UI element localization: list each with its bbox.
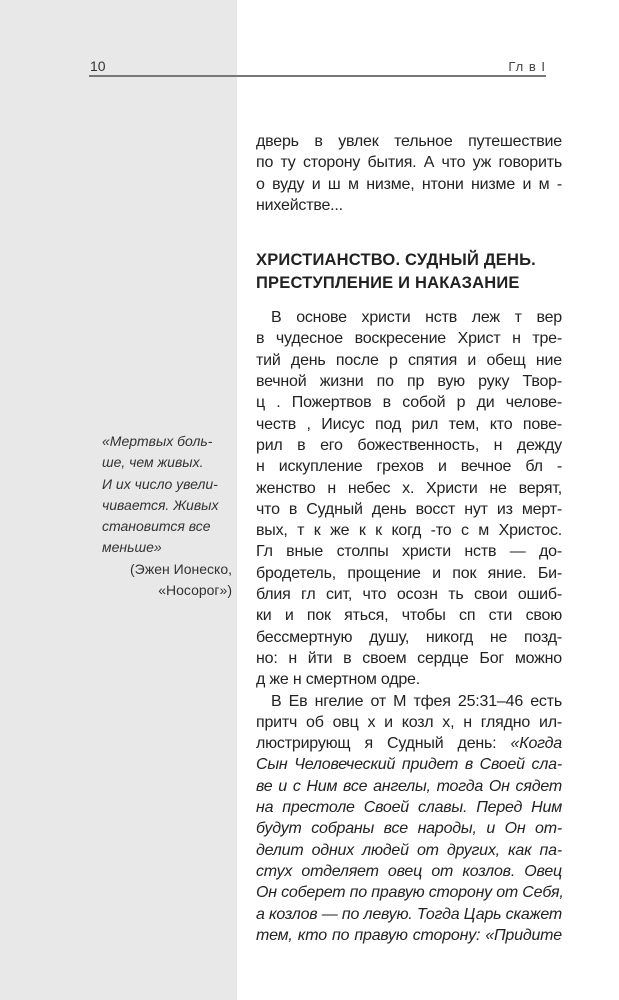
- quote-line: «Мертвых боль-: [102, 433, 213, 449]
- text-line: В основе христи нств леж т вер: [271, 309, 562, 327]
- text-line: вечной жизни по пр вую руку Твор-: [256, 373, 562, 391]
- quote-line: меньше»: [102, 539, 162, 556]
- text-line: нихействе...: [256, 196, 343, 214]
- section-heading: [256, 249, 562, 295]
- text-line: Гл вные столпы христи нств — до-: [256, 543, 562, 561]
- text-span: притч об овц х и козл х, н глядно ил-: [256, 713, 562, 731]
- text-span: люстрирующ я Судный день:: [256, 735, 511, 753]
- quote-line: становится все: [102, 518, 211, 535]
- text-line: бродетель, прощение и пок яние. Би-: [256, 564, 562, 582]
- paragraph-gospel: [256, 691, 562, 947]
- text-line: [256, 712, 562, 733]
- text-line: женство н небес х. Христи не верят,: [256, 479, 562, 497]
- text-line: что в Судный день восст нут из мерт-: [256, 500, 562, 518]
- text-line: ки и пок яться, чтобы сп сти свою: [256, 607, 562, 625]
- text-line: д же н смертном одре.: [256, 671, 420, 689]
- quote-author: (Эжен Ионеско,: [130, 560, 232, 577]
- text-line: [256, 733, 562, 754]
- quote-line: будут собраны все народы, и Он от-: [256, 820, 562, 838]
- quote-line: Он соберет по правую сторону от Себя,: [256, 884, 564, 902]
- text-line: в чудесное воскресение Христ н тре-: [256, 330, 562, 348]
- text-line: бессмертную душу, никогд не позд-: [256, 628, 562, 646]
- main-text: [256, 131, 562, 946]
- text-line: [256, 691, 562, 712]
- text-line: вых, т к же к к когд -то с м Христос.: [256, 522, 562, 540]
- text-line: ПРЕСТУПЛЕНИЕ И НАКАЗАНИЕ: [256, 274, 520, 293]
- running-title: Гл в I: [508, 59, 546, 74]
- paragraph-christianity: [256, 307, 562, 690]
- text-span: В Ев нгелие от М тфея 25:31–46 есть: [271, 692, 562, 710]
- quote-line: на престоле Своей славы. Перед Ним: [256, 799, 562, 817]
- page-number: 10: [90, 58, 106, 74]
- intro-paragraph: [256, 131, 562, 216]
- text-line: тий день после р спятия и обещ ние: [256, 351, 562, 369]
- text-line: блия гл сит, что осозн ть свои ошиб-: [256, 586, 562, 604]
- text-line: н искупление грехов и вечное бл -: [256, 458, 562, 476]
- text-line: рил в его божественность, н дежду: [256, 436, 562, 454]
- text-line: ХРИСТИАНСТВО. СУДНЫЙ ДЕНЬ.: [256, 251, 536, 270]
- text-line: дверь в увлек тельное путешествие: [256, 133, 562, 150]
- quote-start: «Когда: [510, 735, 562, 753]
- quote-line: делит одних людей от других, как па-: [256, 841, 562, 859]
- text-line: но: н йти в своем сердце Бог можно: [256, 649, 562, 667]
- quote-line: а козлов — по левую. Тогда Царь скажет: [256, 905, 562, 923]
- text-line: ц . Пожертвов в собой р ди челове-: [256, 394, 562, 412]
- sidebar-quote: [102, 431, 232, 601]
- quote-line: ве и с Ним все ангелы, тогда Он сядет: [256, 777, 562, 795]
- quote-line: чивается. Живых: [102, 496, 219, 513]
- quote-line: стух отделяет овец от козлов. Овец: [256, 862, 562, 880]
- quote-line: Сын Человеческий придет в Своей сла-: [256, 756, 562, 774]
- quote-line: ше, чем живых.: [102, 454, 204, 471]
- quote-source: «Носорог»): [158, 582, 232, 599]
- text-line: о вуду и ш м низме, нтони низме и м -: [256, 175, 562, 193]
- header-rule: [89, 75, 546, 77]
- text-line: по ту сторону бытия. А что уж говорить: [256, 154, 562, 172]
- quote-line: тем, кто по правую сторону: «Придите: [256, 926, 562, 944]
- quote-line: И их число увели-: [102, 475, 218, 492]
- text-line: честв , Иисус под рил тем, кто пове-: [256, 415, 562, 433]
